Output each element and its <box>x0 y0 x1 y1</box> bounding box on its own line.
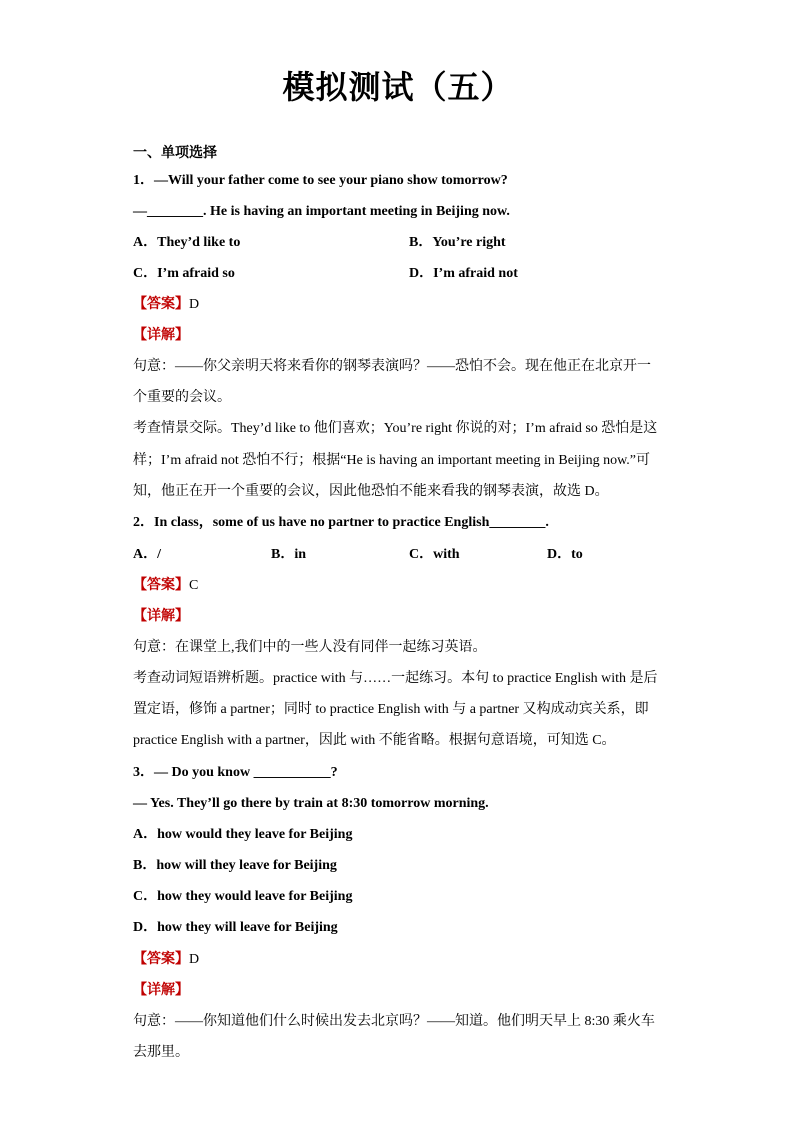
question-1-detail-line: 知，他正在开一个重要的会议，因此他恐怕不能来看我的钢琴表演，故选 D。 <box>133 484 609 499</box>
question-2-detail-line: 考查动词短语辨析题。practice with 与……一起练习。本句 to practice English with 是后 <box>133 671 658 686</box>
question-2-detail-tag: 【详解】 <box>133 609 189 624</box>
question-1-detail-line: 考查情景交际。They’d like to 他们喜欢；You’re right 你说的对；I’m afraid so 恐怕是这 <box>133 421 658 436</box>
question-2-option-c: C．with <box>409 547 460 562</box>
question-3-detail-line: 去那里。 <box>133 1045 189 1060</box>
question-1-option-d: D．I’m afraid not <box>409 266 518 281</box>
question-1-option-b: B．You’re right <box>409 235 506 250</box>
answer-value: C <box>189 578 199 593</box>
question-1-answer <box>133 295 199 315</box>
answer-value: D <box>189 952 200 967</box>
question-3-stem-2: — Yes. They’ll go there by train at 8:30 tomorrow morning. <box>133 796 489 811</box>
question-2-stem: 2．In class，some of us have no partner to practice English________. <box>133 515 549 530</box>
question-1-option-a: A．They’d like to <box>133 235 241 250</box>
question-1-stem-2: —________. He is having an important meeting in Beijing now. <box>133 204 510 219</box>
question-2-option-b: B．in <box>271 547 307 562</box>
question-3-answer <box>133 950 199 970</box>
question-3-detail-line: 句意：——你知道他们什么时候出发去北京吗？——知道。他们明天早上 8:30 乘火车 <box>133 1014 655 1029</box>
question-1-option-c: C．I’m afraid so <box>133 266 235 281</box>
answer-tag: 【答案】 <box>133 297 189 312</box>
question-3-option-b: B．how will they leave for Beijing <box>133 858 337 873</box>
question-1-detail-line: 样；I’m afraid not 恐怕不行；根据“He is having an important meeting in Beijing now.”可 <box>133 453 650 468</box>
question-3-option-a: A．how would they leave for Beijing <box>133 827 353 842</box>
page-title: 模拟测试（五） <box>282 69 514 105</box>
question-1-stem: 1．—Will your father come to see your piano show tomorrow? <box>133 173 508 188</box>
answer-tag: 【答案】 <box>133 578 189 593</box>
answer-tag: 【答案】 <box>133 952 189 967</box>
question-2-detail-line: practice English with a partner，因此 with 不能省略。根据句意语境，可知选 C。 <box>133 733 616 748</box>
question-1-detail-line: 句意：——你父亲明天将来看你的钢琴表演吗？——恐怕不会。现在他正在北京开一 <box>133 359 651 374</box>
question-3-detail-tag: 【详解】 <box>133 983 189 998</box>
question-2-answer <box>133 576 198 596</box>
question-2-option-d: D．to <box>547 547 583 562</box>
question-2-detail-line: 置定语，修饰 a partner；同时 to practice English with 与 a partner 又构成动宾关系，即 <box>133 702 649 717</box>
question-1-detail-tag: 【详解】 <box>133 328 189 343</box>
question-3-option-c: C．how they would leave for Beijing <box>133 889 353 904</box>
question-3-option-d: D．how they will leave for Beijing <box>133 920 338 935</box>
section-heading: 一、单项选择 <box>133 146 217 161</box>
question-3-stem: 3．— Do you know ___________? <box>133 765 338 780</box>
question-1-detail-line: 个重要的会议。 <box>133 390 231 405</box>
question-2-option-a: A．/ <box>133 547 161 562</box>
question-2-detail-line: 句意：在课堂上,我们中的一些人没有同伴一起练习英语。 <box>133 640 487 655</box>
answer-value: D <box>189 297 200 312</box>
